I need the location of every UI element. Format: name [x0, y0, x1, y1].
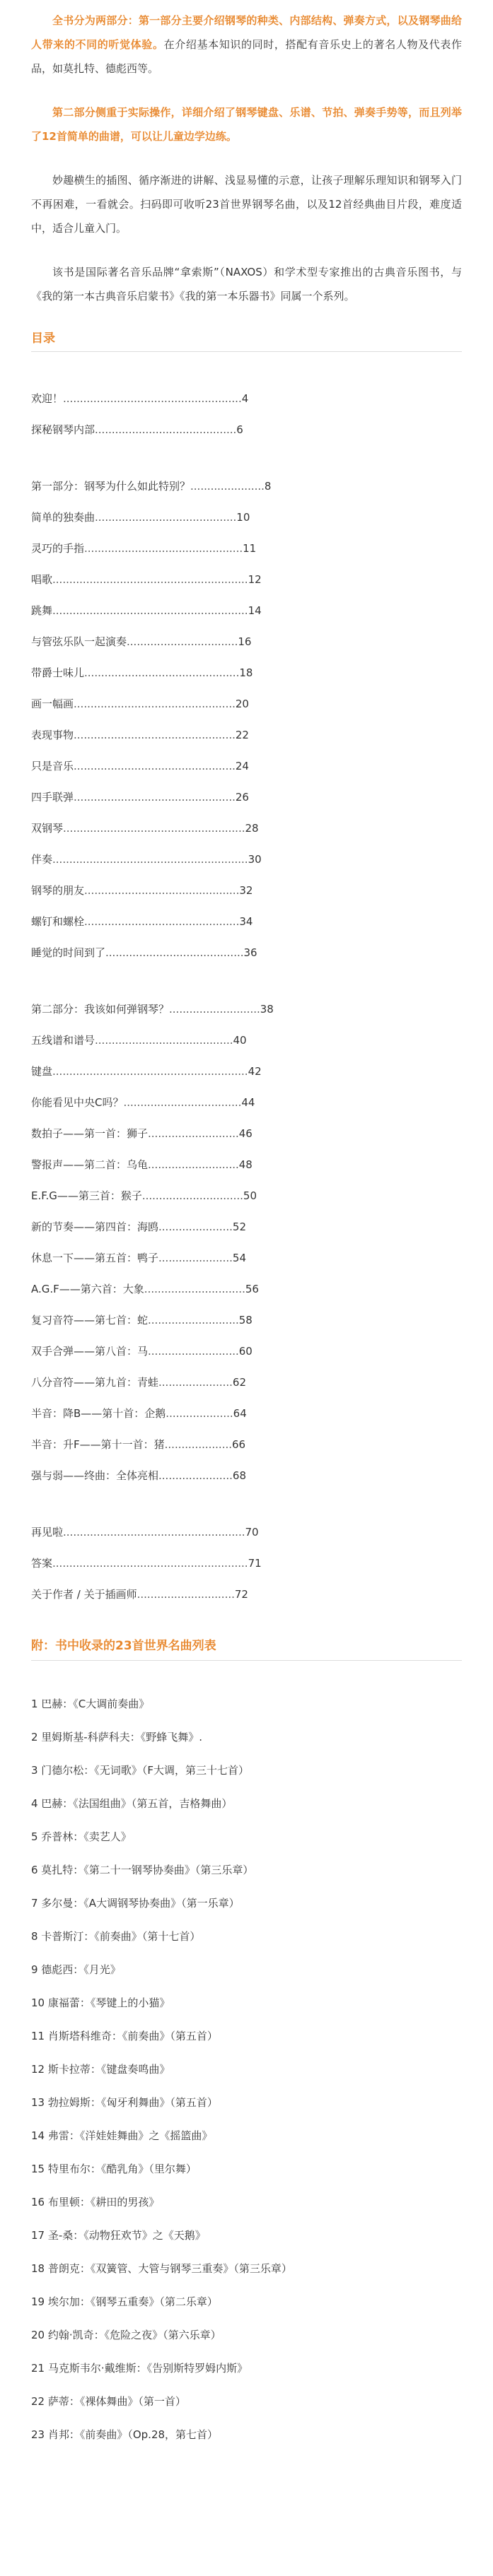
toc-entry[interactable] [31, 1579, 462, 1610]
toc-entry-title: 警报声——第二首：乌龟 [31, 1158, 149, 1171]
toc-entry-page: 14 [248, 604, 262, 617]
toc-entry-title: A.G.F——第六首：大象 [31, 1283, 144, 1295]
toc-entry-leader: .......................................................... [52, 604, 248, 617]
toc-entry[interactable] [31, 719, 462, 751]
toc-entry-title: E.F.G——第三首：猴子 [31, 1189, 142, 1202]
toc-entry-leader: ........................... [148, 1345, 239, 1358]
song-item: 23 肖邦：《前奏曲》（Op.28，第七首） [31, 2428, 219, 2441]
toc-entry-title: 双钢琴 [31, 822, 64, 835]
toc-entry-page: 40 [233, 1034, 247, 1047]
toc-entry-title: 钢琴的朋友 [31, 884, 85, 897]
toc-entry-title: 螺钉和螺栓 [31, 915, 85, 928]
toc-entry[interactable] [31, 994, 462, 1025]
toc-entry[interactable] [31, 1242, 462, 1274]
toc-entry-title: 唱歌 [31, 573, 53, 586]
toc-entry[interactable] [31, 751, 462, 782]
toc-entry[interactable] [31, 813, 462, 844]
toc-entry[interactable] [31, 688, 462, 719]
toc-entry-page: 30 [248, 853, 262, 866]
toc-entry-leader: ................................. [127, 635, 238, 648]
toc-entry-page: 6 [236, 423, 243, 436]
intro-p1-text: 在介绍基本知识的同时，搭配有音乐史上的著名人物及代表作品，如莫扎特、德彪西等。 [31, 38, 462, 75]
toc-entry-page: 70 [245, 1526, 259, 1539]
toc-entry-page: 16 [238, 635, 252, 648]
song-item: 6 莫扎特：《第二十一钢琴协奏曲》（第三乐章） [31, 1864, 254, 1876]
toc-entry-page: 18 [239, 666, 253, 679]
toc-entry-page: 22 [235, 729, 249, 741]
appendix-heading: 附：书中收录的23首世界名曲列表 [31, 1635, 462, 1661]
toc-entry-title: 第二部分：我该如何弹钢琴？ [31, 1003, 170, 1016]
toc-entry-title: 双手合弹——第八首：马 [31, 1345, 149, 1358]
toc-entry-leader: .................... [166, 1407, 233, 1420]
toc-entry[interactable] [31, 1367, 462, 1398]
toc-entry-leader: ...................... [158, 1469, 233, 1482]
toc-entry-title: 灵巧的手指 [31, 542, 85, 555]
toc-entry-page: 28 [245, 822, 259, 835]
song-item: 21 马克斯韦尔·戴维斯：《告别斯特罗姆内斯》 [31, 2362, 248, 2375]
toc-entry-page: 4 [241, 392, 249, 405]
song-item: 5 乔普林：《卖艺人》 [31, 1830, 132, 1843]
toc-entry-leader: .................... [164, 1438, 233, 1451]
intro-paragraph-4: 该书是国际著名音乐品牌“拿索斯”（NAXOS）和学术型专家推出的古典音乐图书，与《我的第一本古典音乐启蒙书》《我的第一本乐器书》同属一个系列。 [31, 266, 462, 302]
toc-entry-leader: .............................................. [84, 666, 240, 679]
toc-entry-page: 36 [243, 946, 257, 959]
toc-entry[interactable] [31, 595, 462, 626]
toc-entry[interactable] [31, 937, 462, 968]
toc-entry-title: 键盘 [31, 1065, 53, 1078]
song-item: 16 布里顿：《耕田的男孩》 [31, 2196, 160, 2209]
toc-entry-title: 休息一下——第五首：鸭子 [31, 1252, 159, 1264]
toc-entry-leader: ................................................ [74, 729, 236, 741]
toc-entry-page: 52 [232, 1221, 247, 1233]
toc-entry-page: 46 [238, 1127, 253, 1140]
toc-entry-page: 66 [232, 1438, 246, 1451]
toc-entry-title: 表现事物 [31, 729, 74, 741]
toc-entry[interactable] [31, 1087, 462, 1118]
toc-entry-title: 带爵士味儿 [31, 666, 85, 679]
toc-entry[interactable] [31, 844, 462, 875]
toc-entry-page: 10 [236, 511, 250, 524]
song-item: 12 斯卡拉蒂：《键盘奏鸣曲》 [31, 2063, 170, 2076]
toc-entry-leader: .......................................................... [52, 1557, 248, 1570]
toc-entry-page: 72 [234, 1588, 248, 1601]
toc-entry-title: 强与弱——终曲：全体亮相 [31, 1469, 159, 1482]
toc-entry-page: 54 [232, 1252, 247, 1264]
toc-entry[interactable] [31, 906, 462, 937]
toc-entry-leader: ..................................................... [63, 392, 242, 405]
song-item: 3 门德尔松：《无词歌》（F大调，第三十七首） [31, 1764, 249, 1777]
toc-entry[interactable] [31, 383, 462, 414]
toc-entry-leader: ........................... [169, 1003, 260, 1016]
song-item: 19 埃尔加：《钢琴五重奏》（第二乐章） [31, 2295, 218, 2308]
intro-paragraph-1 [31, 8, 462, 81]
toc-entry-title: 新的节奏——第四首：海鸥 [31, 1221, 159, 1233]
toc-entry-leader: ................................................ [74, 698, 236, 710]
toc-group [31, 383, 462, 445]
toc-entry-page: 32 [239, 884, 253, 897]
toc-entry[interactable] [31, 1211, 462, 1242]
toc-entry-page: 34 [239, 915, 253, 928]
toc-entry[interactable] [31, 1149, 462, 1180]
song-item: 1 巴赫：《C大调前奏曲》 [31, 1698, 150, 1710]
toc-group [31, 1517, 462, 1610]
toc-entry[interactable] [31, 1274, 462, 1305]
toc-entry-page: 50 [243, 1189, 257, 1202]
toc-entry-page: 38 [260, 1003, 274, 1016]
toc-entry[interactable] [31, 1336, 462, 1367]
toc-entry-leader: ................................................ [74, 791, 236, 804]
toc-entry-leader: ........................... [148, 1127, 239, 1140]
toc-entry-title: 五线谱和谱号 [31, 1034, 95, 1047]
toc-entry-leader: .......................................... [95, 511, 237, 524]
toc-entry-page: 64 [233, 1407, 247, 1420]
toc-entry[interactable] [31, 875, 462, 906]
toc-entry-page: 20 [235, 698, 249, 710]
toc-entry[interactable] [31, 1517, 462, 1548]
toc-entry-page: 60 [238, 1345, 253, 1358]
toc-entry-title: 跳舞 [31, 604, 53, 617]
toc-entry-leader: .............................. [144, 1283, 245, 1295]
song-item: 9 德彪西：《月光》 [31, 1963, 121, 1976]
toc-entry[interactable] [31, 502, 462, 533]
song-item: 18 普朗克：《双簧管、大管与钢琴三重奏》（第三乐章） [31, 2262, 292, 2275]
toc-entry-leader: ...................................................... [63, 1526, 245, 1539]
toc-entry-leader: ................................................ [74, 760, 236, 772]
song-item: 13 勃拉姆斯：《匈牙利舞曲》（第五首） [31, 2096, 218, 2109]
toc-entry-leader: ......................................... [95, 1034, 233, 1047]
toc-entry-title: 第一部分：钢琴为什么如此特别？ [31, 480, 191, 493]
toc-heading: 目录 [31, 328, 462, 352]
intro-p1-highlight: 全书分为两部分：第一部分主要介绍钢琴的种类、内部结构、弹奏方式，以及钢琴曲给人带来的不同的听觉体验。 [31, 14, 462, 51]
toc-entry[interactable] [31, 657, 462, 688]
intro-p2-highlight: 第二部分侧重于实际操作，详细介绍了钢琴键盘、乐谱、节拍、弹奏手势等，而且列举了12首简单的曲谱，可以让儿童边学边练。 [31, 106, 462, 143]
toc-group [31, 994, 462, 1491]
song-item: 14 弗雷：《洋娃娃舞曲》之《摇篮曲》 [31, 2129, 213, 2142]
toc-entry-title: 欢迎！ [31, 392, 64, 405]
toc-entry-title: 睡觉的时间到了 [31, 946, 106, 959]
toc-entry-title: 数拍子——第一首：狮子 [31, 1127, 149, 1140]
toc-entry-page: 68 [232, 1469, 247, 1482]
toc-entry-leader: ...................... [158, 1376, 233, 1389]
toc-entry-title: 八分音符——第九首：青蛙 [31, 1376, 159, 1389]
toc-entry-title: 画一幅画 [31, 698, 74, 710]
toc-entry-page: 71 [248, 1557, 262, 1570]
toc-entry-leader: ........................... [148, 1158, 239, 1171]
toc-entry-title: 只是音乐 [31, 760, 74, 772]
toc-entry-title: 四手联弹 [31, 791, 74, 804]
song-item: 22 萨蒂：《裸体舞曲》（第一首） [31, 2395, 186, 2408]
song-item: 20 约翰·凯奇：《危险之夜》（第六乐章） [31, 2329, 221, 2341]
toc-entry-leader: ...................................................... [63, 822, 245, 835]
toc-entry-title: 半音：升F——第十一首：猪 [31, 1438, 165, 1451]
song-item: 11 肖斯塔科维奇：《前奏曲》（第五首） [31, 2030, 218, 2042]
song-item: 2 里姆斯基-科萨科夫：《野蜂飞舞》. [31, 1731, 202, 1743]
toc-entry-page: 11 [243, 542, 257, 555]
intro-paragraph-2 [31, 100, 462, 148]
toc-entry-title: 伴奏 [31, 853, 53, 866]
toc-entry-page: 58 [238, 1314, 253, 1327]
toc-entry-page: 12 [248, 573, 262, 586]
toc-entry[interactable] [31, 1180, 462, 1211]
song-item: 15 特里布尔：《酷乳角》（里尔舞） [31, 2163, 197, 2175]
toc-entry-title: 探秘钢琴内部 [31, 423, 95, 436]
toc-entry-leader: .......................................................... [52, 853, 248, 866]
toc-entry-leader: ............................. [137, 1588, 235, 1601]
toc-entry-title: 关于作者 / 关于插画师 [31, 1588, 137, 1601]
toc-entry-title: 你能看见中央C吗？ [31, 1096, 124, 1109]
toc-entry[interactable] [31, 1305, 462, 1336]
toc-entry-title: 复习音符——第七首：蛇 [31, 1314, 149, 1327]
toc-entry-title: 简单的独奏曲 [31, 511, 95, 524]
toc-entry[interactable] [31, 1025, 462, 1056]
toc-entry[interactable] [31, 782, 462, 813]
toc-entry-leader: ...................... [158, 1221, 233, 1233]
song-item: 8 卡普斯汀：《前奏曲》（第十七首） [31, 1930, 201, 1943]
toc-entry-leader: .......................................... [95, 423, 237, 436]
toc-entry[interactable] [31, 1398, 462, 1429]
toc-entry-page: 26 [235, 791, 249, 804]
toc-entry-leader: ...................... [158, 1252, 233, 1264]
song-item: 7 多尔曼：《A大调钢琴协奏曲》（第一乐章） [31, 1897, 240, 1910]
toc-entry-page: 44 [241, 1096, 255, 1109]
toc-entry[interactable] [31, 1548, 462, 1579]
toc-entry[interactable] [31, 1460, 462, 1491]
toc-entry-leader: .......................................................... [52, 573, 248, 586]
intro-paragraph-3: 妙趣横生的插图、循序渐进的讲解、浅显易懂的示意，让孩子理解乐理知识和钢琴入门不再困难，一看就会。扫码即可收听23首世界钢琴名曲，以及12首经典曲目片段，难度适中，适合儿童入门。 [31, 174, 462, 235]
toc-entry-page: 24 [235, 760, 249, 772]
toc-entry[interactable] [31, 626, 462, 657]
song-list [0, 1668, 493, 2452]
intro-section [0, 0, 493, 308]
toc-entry-title: 答案 [31, 1557, 53, 1570]
toc-group [31, 471, 462, 968]
toc-entry[interactable] [31, 414, 462, 445]
toc-entry-leader: .............................................. [84, 884, 240, 897]
toc-entry[interactable] [31, 471, 462, 502]
table-of-contents [0, 359, 493, 1610]
toc-entry-page: 56 [245, 1283, 259, 1295]
toc-entry[interactable] [31, 1056, 462, 1087]
toc-entry-leader: .......................................................... [52, 1065, 248, 1078]
toc-entry-page: 42 [248, 1065, 262, 1078]
toc-entry[interactable] [31, 1118, 462, 1149]
toc-entry[interactable] [31, 1429, 462, 1460]
toc-entry[interactable] [31, 533, 462, 564]
toc-entry-title: 半音：降B——第十首：企鹅 [31, 1407, 166, 1420]
toc-entry-leader: .............................................. [84, 915, 240, 928]
toc-entry-page: 48 [238, 1158, 253, 1171]
toc-entry[interactable] [31, 564, 462, 595]
toc-entry-leader: ........................... [148, 1314, 239, 1327]
toc-entry-leader: ................................... [123, 1096, 242, 1109]
toc-entry-page: 8 [264, 480, 272, 493]
toc-entry-title: 与管弦乐队一起演奏 [31, 635, 127, 648]
toc-entry-leader: .............................. [141, 1189, 243, 1202]
toc-entry-title: 再见啦 [31, 1526, 64, 1539]
toc-entry-leader: ...................... [190, 480, 265, 493]
toc-entry-leader: ......................................... [105, 946, 244, 959]
song-item: 17 圣-桑：《动物狂欢节》之《天鹅》 [31, 2229, 206, 2242]
song-item: 4 巴赫：《法国组曲》（第五首，吉格舞曲） [31, 1797, 233, 1810]
song-item: 10 康福蕾：《琴键上的小猫》 [31, 1996, 170, 2009]
toc-entry-leader: ............................................... [84, 542, 243, 555]
toc-entry-page: 62 [232, 1376, 247, 1389]
